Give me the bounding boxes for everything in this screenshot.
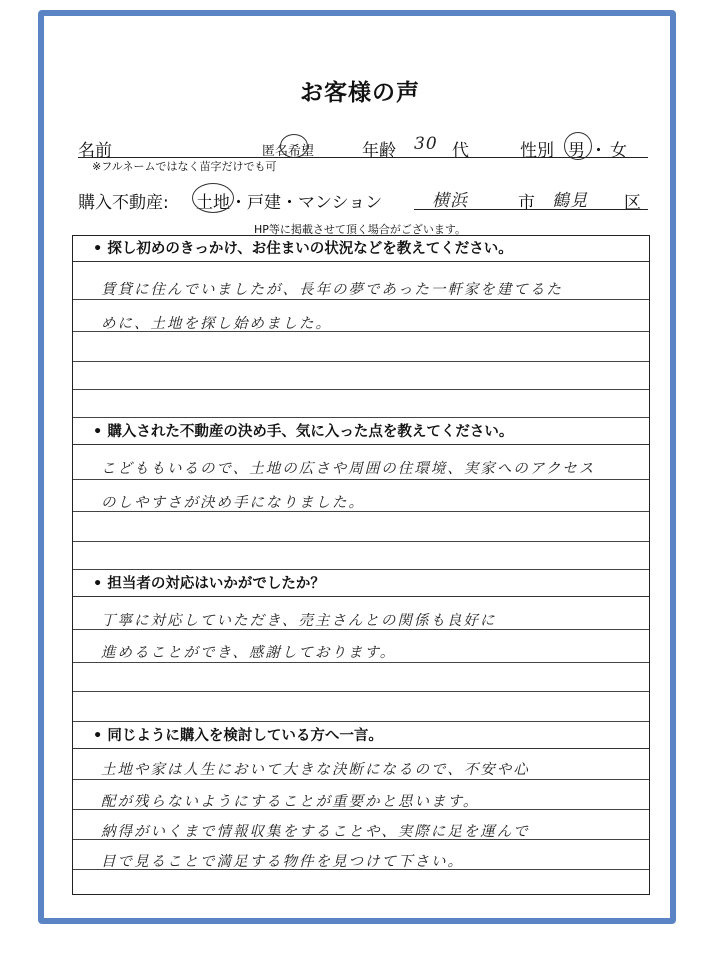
answer-line: 土地や家は人生において大きな決断になるので、不安や心 <box>101 762 530 778</box>
page-title: お客様の声 <box>300 80 420 106</box>
ruled-line <box>73 569 649 570</box>
age-suffix: 代 <box>452 141 469 161</box>
ruled-line <box>73 389 649 390</box>
address-underline <box>414 209 648 210</box>
ward-suffix: 区 <box>624 193 641 213</box>
ruled-line <box>73 417 649 418</box>
ruled-line <box>73 541 649 542</box>
gender-male: 男 <box>568 141 585 161</box>
gender-separator: ・ <box>590 141 607 161</box>
ruled-line <box>73 779 649 780</box>
name-note: ※フルネームではなく苗字だけでも可 <box>92 160 277 173</box>
property-options: 土地・戸建・マンション <box>196 193 383 213</box>
answer-line: 目で見ることで満足する物件を見つけて下さい。 <box>101 854 464 870</box>
ruled-line <box>73 691 649 692</box>
gender-female: 女 <box>610 141 627 161</box>
ruled-line <box>73 839 649 840</box>
ruled-line <box>73 511 649 512</box>
section-question: • 同じように購入を検討している方へ一言。 <box>73 723 649 749</box>
section-question: • 探し初めのきっかけ、お住まいの状況などを教えてください。 <box>73 236 649 262</box>
answer-line: 進めることができ、感謝しております。 <box>101 645 397 661</box>
answer-line: こどももいるので、土地の広さや周囲の住環境、実家へのアクセス <box>101 461 596 477</box>
ruled-line <box>73 721 649 722</box>
property-land-circle-mark <box>192 183 234 213</box>
answer-line: 賃貸に住んでいましたが、長年の夢であった一軒家を建てるた <box>101 282 563 298</box>
ruled-line <box>73 299 649 300</box>
anonymous-circle-mark <box>280 134 308 158</box>
section-question: • 購入された不動産の決め手、気に入った点を教えてください。 <box>73 419 649 445</box>
publication-notice: HP等に掲載させて頂く場合がございます。 <box>253 223 467 236</box>
gender-label: 性別 <box>520 141 554 161</box>
ruled-line <box>73 629 649 630</box>
anonymous-label: 匿名希望 <box>262 144 315 159</box>
answer-line: 納得がいくまで情報収集をすることや、実際に足を運んで <box>101 824 530 840</box>
questionnaire-box <box>72 235 650 895</box>
age-label: 年齢 <box>362 141 396 161</box>
ruled-line <box>73 869 649 870</box>
ruled-line <box>73 662 649 663</box>
ruled-line <box>73 331 649 332</box>
city-value: 横浜 <box>432 191 468 211</box>
answer-line: のしやすさが決め手になりました。 <box>101 495 365 511</box>
ward-value: 鶴見 <box>552 191 588 211</box>
property-label: 購入不動産: <box>78 193 169 213</box>
gender-male-circle-mark <box>564 132 592 160</box>
ruled-line <box>73 809 649 810</box>
answer-line: 丁寧に対応していただき、売主さんとの関係も良好に <box>101 613 497 629</box>
age-value: 30 <box>414 134 438 154</box>
city-suffix: 市 <box>518 193 535 213</box>
name-label: 名前 <box>78 141 112 161</box>
answer-line: 配が残らないようにすることが重要かと思います。 <box>101 794 480 810</box>
section-question: • 担当者の対応はいかがでしたか？ <box>73 571 649 597</box>
ruled-line <box>73 361 649 362</box>
answer-line: めに、土地を探し始めました。 <box>101 316 332 332</box>
ruled-line <box>73 479 649 480</box>
